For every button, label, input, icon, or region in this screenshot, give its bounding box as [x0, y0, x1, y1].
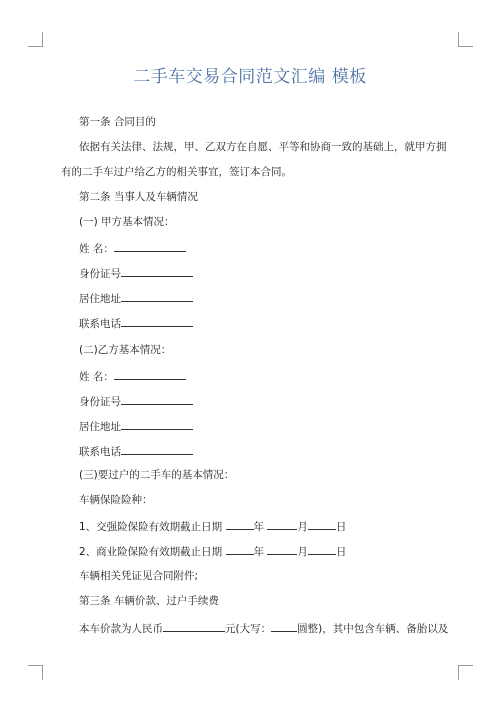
insurance-1-label: 1、交强险保险有效期截止日期 [79, 521, 223, 533]
party-a-name-field[interactable] [114, 240, 186, 252]
party-a-phone-field[interactable] [121, 315, 193, 327]
insurance-1-year-field[interactable] [226, 518, 254, 530]
party-a-id-row [79, 265, 193, 281]
year-label: 年 [253, 521, 265, 533]
year-label: 年 [253, 546, 265, 558]
id-label: 身份证号 [79, 396, 121, 408]
crop-mark-top-right [458, 32, 473, 47]
article-1-heading: 第一条 合同目的 [79, 116, 156, 128]
party-b-address-field[interactable] [121, 418, 193, 430]
party-a-address-row [79, 290, 193, 306]
price-suffix: 圆整)，其中包含车辆、备胎以及 [297, 623, 449, 635]
name-label: 姓 名： [79, 371, 114, 383]
article-1-paragraph-line-1: 依据有关法律、法规，甲、乙双方在自愿、平等和协商一致的基础上，就甲方拥 [79, 141, 447, 153]
party-a-heading: (一) 甲方基本情况： [79, 216, 175, 228]
insurance-2-day-field[interactable] [308, 543, 336, 555]
article-2-heading: 第二条 当事人及车辆情况 [79, 191, 198, 203]
phone-label: 联系电话 [79, 446, 121, 458]
party-b-phone-field[interactable] [121, 443, 193, 455]
name-label: 姓 名： [79, 243, 114, 255]
day-label: 日 [335, 521, 347, 533]
price-amount-field[interactable] [163, 620, 225, 632]
party-b-id-field[interactable] [121, 393, 193, 405]
address-label: 居住地址 [79, 293, 121, 305]
party-b-id-row [79, 393, 193, 409]
price-row [79, 620, 448, 636]
insurance-1-month-field[interactable] [267, 518, 297, 530]
insurance-2-label: 2、商业险保险有效期截止日期 [79, 546, 223, 558]
price-mid: 元(大写： [225, 623, 272, 635]
crop-mark-bottom-left [28, 665, 43, 680]
party-b-name-row [79, 368, 186, 384]
attachments-note: 车辆相关凭证见合同附件; [79, 570, 199, 582]
insurance-2-month-field[interactable] [267, 543, 297, 555]
id-label: 身份证号 [79, 268, 121, 280]
party-a-name-row [79, 240, 186, 256]
insurance-heading: 车辆保险险种： [79, 494, 153, 506]
party-a-address-field[interactable] [121, 290, 193, 302]
party-a-id-field[interactable] [121, 265, 193, 277]
crop-mark-top-left [28, 32, 43, 47]
month-label: 月 [297, 546, 308, 558]
article-1-paragraph-line-2: 有的二手车过户给乙方的相关事宜，签订本合同。 [61, 166, 292, 178]
price-prefix: 本车价款为人民币 [79, 623, 163, 635]
month-label: 月 [297, 521, 308, 533]
party-b-heading: (二)乙方基本情况： [79, 344, 172, 356]
insurance-1-row [79, 518, 346, 534]
insurance-2-year-field[interactable] [226, 543, 254, 555]
document-title: 二手车交易合同范文汇编 模板 [133, 67, 367, 87]
crop-mark-bottom-right [458, 665, 473, 680]
party-b-phone-row [79, 443, 193, 459]
article-3-heading: 第三条 车辆价款、过户手续费 [79, 595, 219, 607]
party-b-name-field[interactable] [114, 368, 186, 380]
phone-label: 联系电话 [79, 318, 121, 330]
insurance-1-day-field[interactable] [308, 518, 336, 530]
insurance-2-row [79, 543, 346, 559]
party-b-address-row [79, 418, 193, 434]
vehicle-info-heading: (三)要过户的二手车的基本情况： [79, 469, 235, 481]
day-label: 日 [335, 546, 347, 558]
address-label: 居住地址 [79, 421, 121, 433]
party-a-phone-row [79, 315, 193, 331]
price-uppercase-field[interactable] [271, 620, 297, 632]
